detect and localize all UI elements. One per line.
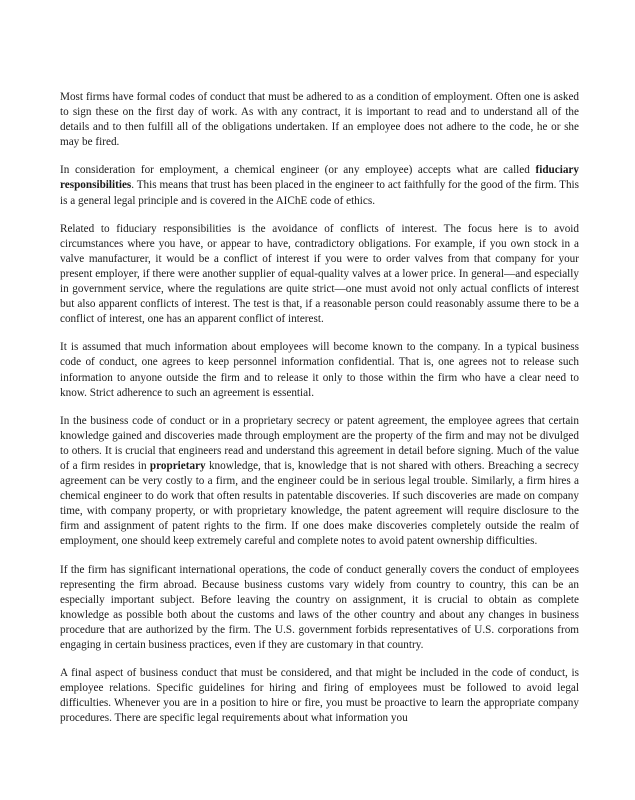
paragraph-fiduciary — [60, 163, 579, 208]
paragraph-code-of-conduct — [60, 90, 579, 150]
paragraph-confidentiality — [60, 340, 579, 400]
paragraph-proprietary-secrecy — [60, 414, 579, 550]
bold-term-proprietary: proprietary — [149, 459, 206, 472]
document-page — [60, 90, 579, 739]
paragraph-international-operations — [60, 563, 579, 654]
text-run: If the firm has significant international operations, the code of conduct generally covers the conduct of employees representing the firm abroad. Because business customs vary widely from country to country, this can be an especially important subject. Before leaving the country on assignment, it is crucial to obtain as complete knowledge as possible both about the customs and laws of the other country and about any changes in business procedure that are authorized by the firm. The U.S. government forbids representatives of U.S. corporations from engaging in certain business practices, even if they are customary in that country. — [60, 563, 579, 651]
text-run: A final aspect of business conduct that must be considered, and that might be included in the code of conduct, is employee relations. Specific guidelines for hiring and firing of employees must be followed to avoid legal difficulties. Whenever you are in a position to hire or fire, you must be proactive to learn the appropriate company procedures. There are specific legal requirements about what information you — [60, 667, 579, 725]
text-run: . This means that trust has been placed in the engineer to act faithfully for the good of the firm. This is a general legal principle and is covered in the AIChE code of ethics. — [60, 179, 579, 207]
text-run: In consideration for employment, a chemical engineer (or any employee) accepts what are called — [60, 164, 536, 177]
text-run: Most firms have formal codes of conduct that must be adhered to as a condition of employment. Often one is asked to sign these on the first day of work. As with any contract, it is important to read and to understand all of the details and to then fulfill all of the obligations undertaken. If an employee does not adhere to the code, he or she may be fired. — [60, 91, 579, 149]
paragraph-conflicts-of-interest — [60, 222, 579, 328]
paragraph-employee-relations — [60, 666, 579, 726]
text-run: It is assumed that much information about employees will become known to the company. In a typical business code of conduct, one agrees to keep personnel information confidential. That is, one agrees not to release such information to anyone outside the firm and to release it only to those within the firm who have a clear need to know. Strict adherence to such an agreement is essential. — [60, 341, 579, 399]
text-run: knowledge, that is, knowledge that is not shared with others. Breaching a secrecy agreement can be very costly to a firm, and the engineer could be in serious legal trouble. Similarly, a firm hires a chemical engineer to do work that often results in patentable discoveries. If such discoveries are made on company time, with company property, or with proprietary knowledge, the patent agreement will require disclosure to the firm and assignment of patent rights to the firm. If one does make discoveries completely outside the realm of employment, one should keep extremely careful and complete notes to avoid patent ownership difficulties. — [60, 459, 579, 548]
text-run: Related to fiduciary responsibilities is the avoidance of conflicts of interest. The focus here is to avoid circumstances where you have, or appear to have, contradictory obligations. For example, if you own stock in a valve manufacturer, it would be a conflict of interest if you were to order valves from that company for your present employer, if there were another supplier of equal-quality valves at a lower price. In general—and especially in government service, where the regulations are quite strict—one must avoid not only actual conflicts of interest but also apparent conflicts of interest. The test is that, if a reasonable person could reasonably assume there to be a conflict of interest, one has an apparent conflict of interest. — [60, 222, 579, 326]
text-run: In the business code of conduct or in a proprietary secrecy or patent agreement, the employee agrees that certain knowledge gained and discoveries made through employment are the property of the firm and may not be divulged to others. It is crucial that engineers read and understand this agreement in detail before signing. Much of the value of a firm resides in — [60, 414, 579, 472]
bold-term-fiduciary-responsibilities: fiduciary responsibilities — [60, 164, 579, 192]
